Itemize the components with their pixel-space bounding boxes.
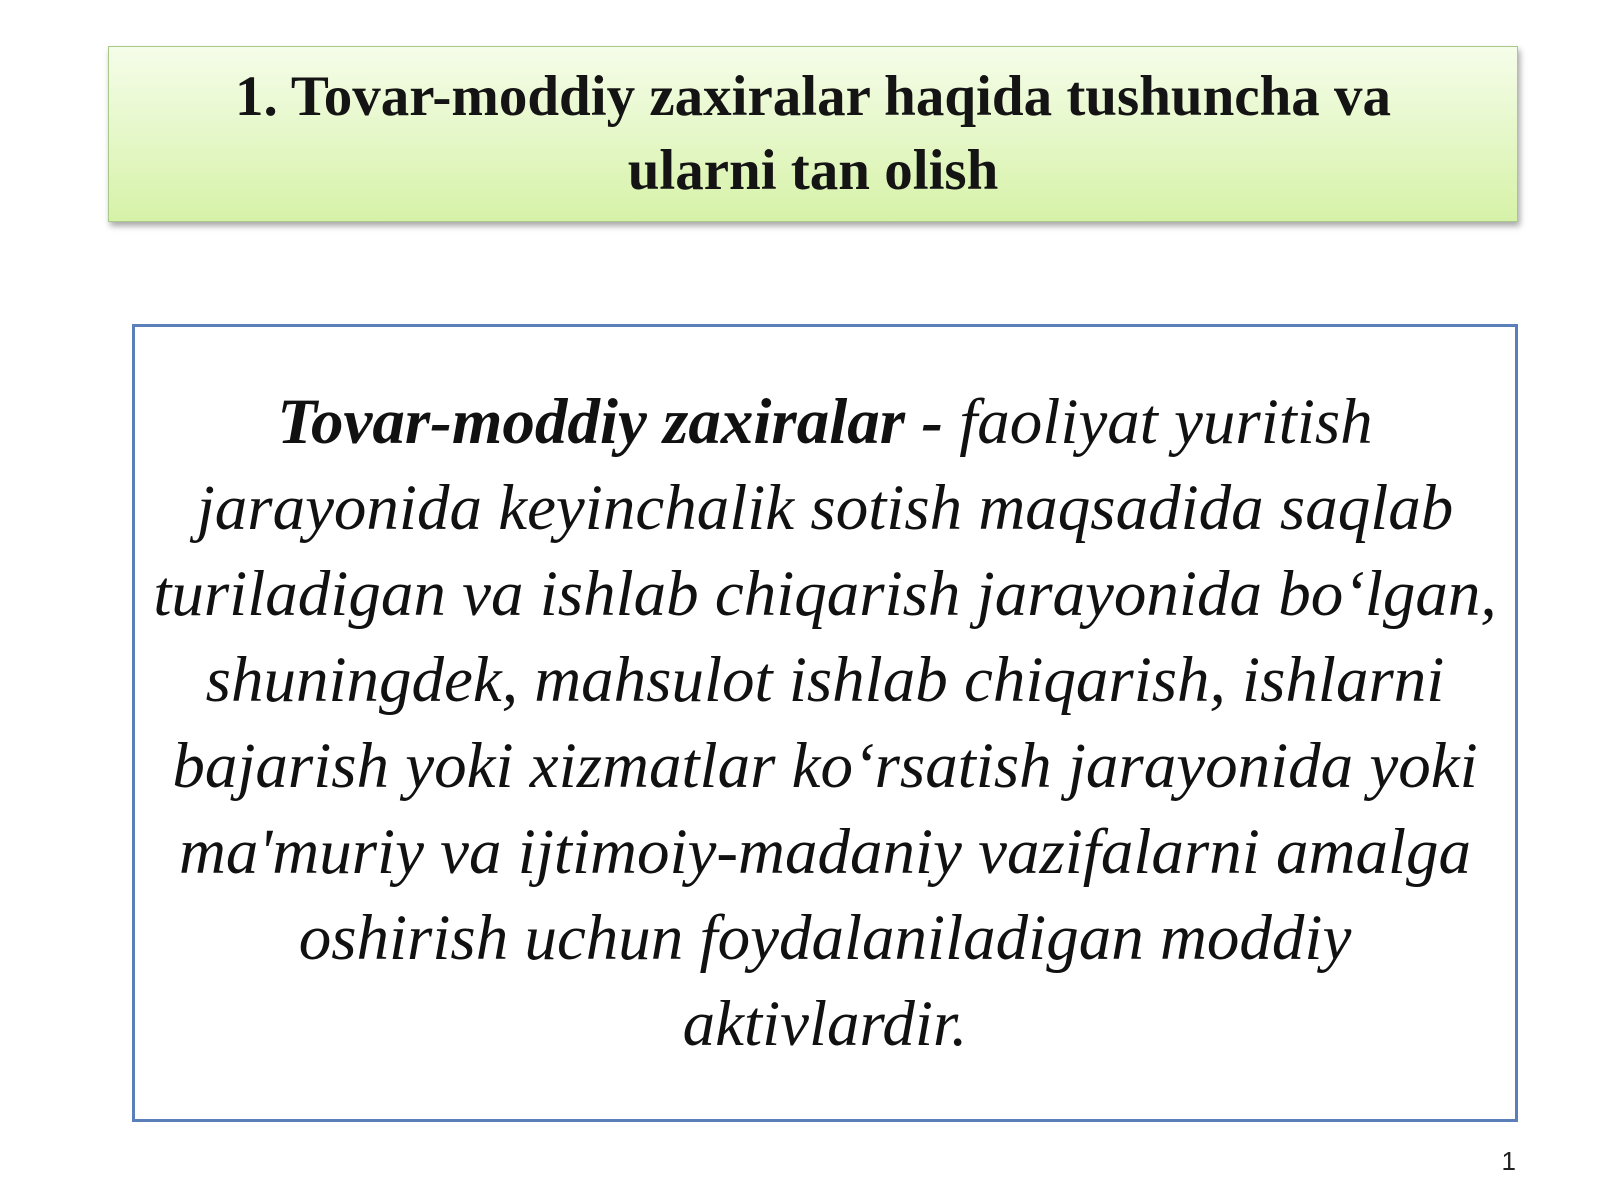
definition-text: [135, 379, 1515, 1067]
definition-separator: -: [905, 386, 960, 458]
slide-title-line-2: ularni tan olish: [627, 139, 999, 202]
slide-title: [195, 60, 1431, 208]
definition-body: faoliyat yuritish jarayonida keyinchalik sotish maqsadida saqlab turiladigan va ishlab chiqarish jarayonida bo‘lgan, shuningdek, mahsulot ishlab chiqarish, ishlarni bajarish yoki xizmatlar ko‘rsatish jarayonida yoki ma'muriy va ijtimoiy-madaniy vazifalarni amalga oshirish uchun foydalaniladigan moddiy aktivlardir.: [153, 386, 1497, 1060]
page-number: 1: [1501, 1146, 1516, 1176]
slide-title-line-1: 1. Tovar-moddiy zaxiralar haqida tushuncha va: [234, 65, 1392, 128]
definition-box: [132, 324, 1518, 1122]
slide-title-box: [108, 46, 1518, 222]
definition-term: Tovar-moddiy zaxiralar: [277, 386, 906, 458]
